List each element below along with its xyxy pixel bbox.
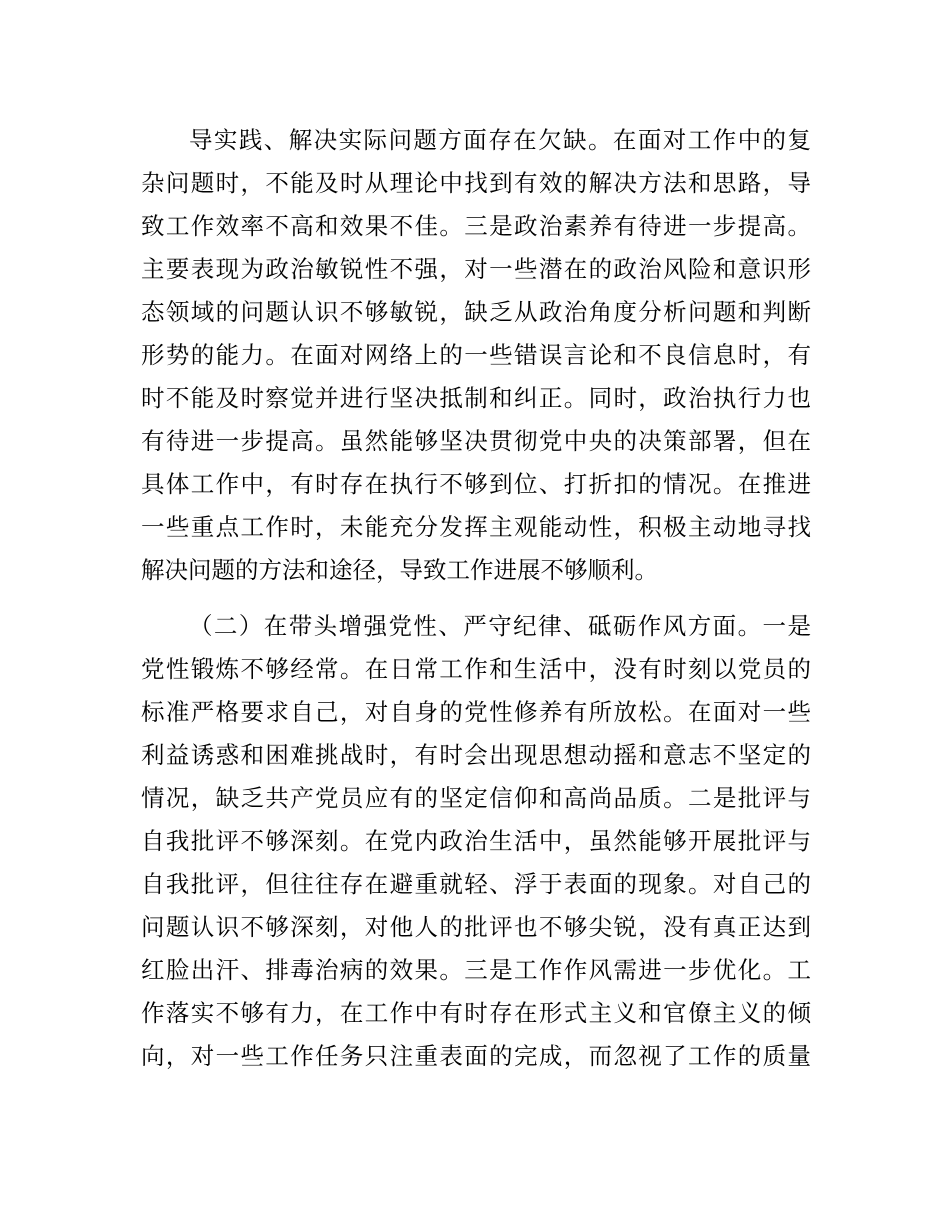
paragraph-line: 党性锻炼不够经常。在日常工作和生活中，没有时刻以党员的 — [141, 655, 811, 683]
paragraph-line: 自我批评，但往往存在避重就轻、浮于表面的现象。对自己的 — [141, 870, 811, 898]
paragraph-line: 向，对一些工作任务只注重表面的完成，而忽视了工作的质量 — [141, 1042, 811, 1070]
paragraph-1 — [141, 119, 811, 592]
paragraph-line: 利益诱惑和困难挑战时，有时会出现思想动摇和意志不坚定的 — [141, 741, 811, 769]
paragraph-line: 解决问题的方法和途径，导致工作进展不够顺利。 — [141, 556, 658, 584]
paragraph-line: 时不能及时察觉并进行坚决抵制和纠正。同时，政治执行力也 — [141, 384, 811, 412]
paragraph-line: 自我批评不够深刻。在党内政治生活中，虽然能够开展批评与 — [141, 827, 811, 855]
paragraph-line: 情况，缺乏共产党员应有的坚定信仰和高尚品质。二是批评与 — [141, 784, 811, 812]
paragraph-line: 致工作效率不高和效果不佳。三是政治素养有待进一步提高。 — [141, 212, 811, 240]
paragraph-line: 主要表现为政治敏锐性不强，对一些潜在的政治风险和意识形 — [141, 255, 811, 283]
paragraph-line: 杂问题时，不能及时从理论中找到有效的解决方法和思路，导 — [141, 169, 811, 197]
paragraph-line: 标准严格要求自己，对自身的党性修养有所放松。在面对一些 — [141, 698, 811, 726]
paragraph-line: 形势的能力。在面对网络上的一些错误言论和不良信息时，有 — [141, 341, 811, 369]
paragraph-line: （二）在带头增强党性、严守纪律、砥砺作风方面。一是 — [189, 612, 811, 640]
paragraph-line: 一些重点工作时，未能充分发挥主观能动性，积极主动地寻找 — [141, 513, 811, 541]
paragraph-2 — [141, 605, 811, 1078]
paragraph-line: 态领域的问题认识不够敏锐，缺乏从政治角度分析问题和判断 — [141, 298, 811, 326]
paragraph-line: 导实践、解决实际问题方面存在欠缺。在面对工作中的复 — [189, 126, 811, 154]
paragraph-line: 红脸出汗、排毒治病的效果。三是工作作风需进一步优化。工 — [141, 956, 811, 984]
paragraph-line: 有待进一步提高。虽然能够坚决贯彻党中央的决策部署，但在 — [141, 427, 811, 455]
paragraph-line: 作落实不够有力，在工作中有时存在形式主义和官僚主义的倾 — [141, 999, 811, 1027]
paragraph-line: 具体工作中，有时存在执行不够到位、打折扣的情况。在推进 — [141, 470, 811, 498]
paragraph-line: 问题认识不够深刻，对他人的批评也不够尖锐，没有真正达到 — [141, 913, 811, 941]
